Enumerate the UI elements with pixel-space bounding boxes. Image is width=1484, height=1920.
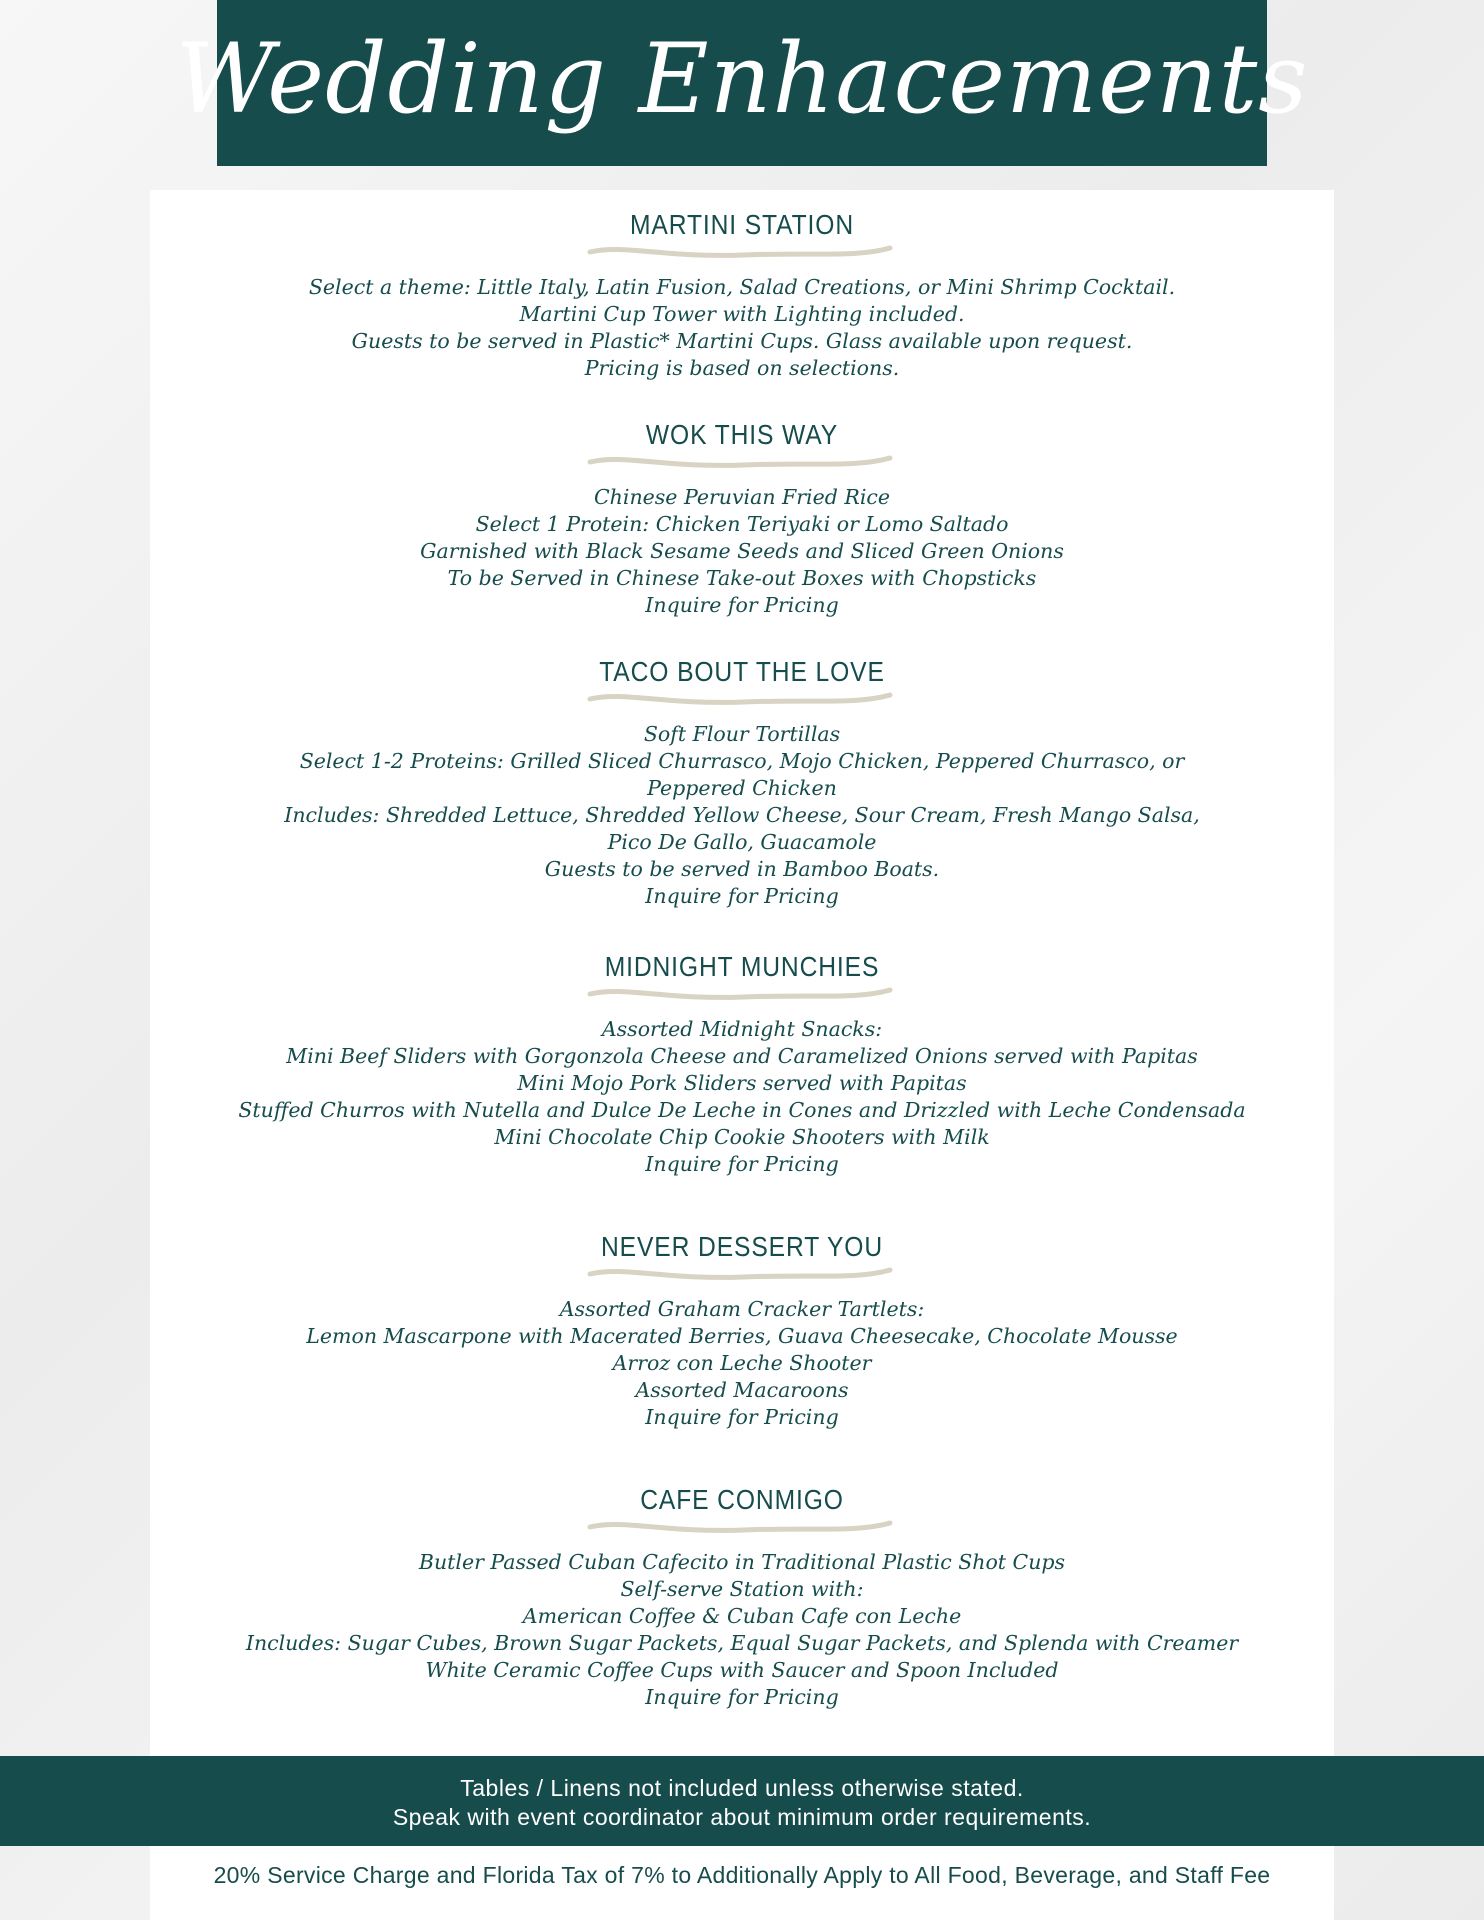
section-line: Select 1-2 Proteins: Grilled Sliced Churrasco, Mojo Chicken, Peppered Churrasco, or xyxy=(299,749,1185,773)
section-line: Soft Flour Tortillas xyxy=(643,722,841,746)
section-title: CAFE CONMIGO xyxy=(640,1484,844,1515)
swash-divider xyxy=(584,689,900,709)
section-title: MARTINI STATION xyxy=(629,209,855,240)
title-banner xyxy=(175,0,1309,166)
section-line: White Ceramic Coffee Cups with Saucer and Spoon Included xyxy=(425,1658,1059,1682)
section-line: Self-serve Station with: xyxy=(620,1577,864,1601)
swash-divider xyxy=(584,242,900,262)
section-line: Mini Beef Sliders with Gorgonzola Cheese and Caramelized Onions served with Papitas xyxy=(286,1044,1198,1068)
section-line: American Coffee & Cuban Cafe con Leche xyxy=(522,1604,962,1628)
section-lines xyxy=(150,1016,1334,1178)
section-line: Inquire for Pricing xyxy=(645,593,839,617)
section-lines xyxy=(150,1549,1334,1711)
menu-panel xyxy=(150,190,1334,1920)
section-line: Stuffed Churros with Nutella and Dulce De Leche in Cones and Drizzled with Leche Condensada xyxy=(238,1098,1246,1122)
page-title: Wedding Enhacements xyxy=(175,23,1309,135)
section-line: Select 1 Protein: Chicken Teriyaki or Lomo Saltado xyxy=(475,512,1009,536)
section-cafe-conmigo xyxy=(150,1483,1334,1711)
section-title: TACO BOUT THE LOVE xyxy=(599,656,885,687)
section-line: Inquire for Pricing xyxy=(645,1152,839,1176)
section-line: Select a theme: Little Italy, Latin Fusion, Salad Creations, or Mini Shrimp Cocktail. xyxy=(308,275,1176,299)
footer-note: Speak with event coordinator about minimum order requirements. xyxy=(392,1804,1092,1830)
section-midnight-munchies xyxy=(150,950,1334,1178)
swash-divider xyxy=(584,984,900,1004)
section-line: Martini Cup Tower with Lighting included. xyxy=(519,302,965,326)
section-line: Peppered Chicken xyxy=(647,776,837,800)
section-line: Inquire for Pricing xyxy=(645,884,839,908)
section-line: Guests to be served in Bamboo Boats. xyxy=(544,857,940,881)
swash-divider xyxy=(584,1264,900,1284)
section-never-dessert-you xyxy=(150,1230,1334,1431)
section-line: Inquire for Pricing xyxy=(645,1685,839,1709)
section-martini-station xyxy=(150,208,1334,382)
section-lines xyxy=(150,484,1334,619)
section-line: Includes: Sugar Cubes, Brown Sugar Packets, Equal Sugar Packets, and Splenda with Creamer xyxy=(245,1631,1239,1655)
section-line: Butler Passed Cuban Cafecito in Traditional Plastic Shot Cups xyxy=(418,1550,1066,1574)
section-line: Lemon Mascarpone with Macerated Berries, Guava Cheesecake, Chocolate Mousse xyxy=(306,1324,1178,1348)
section-line: Mini Mojo Pork Sliders served with Papitas xyxy=(517,1071,967,1095)
section-line: Assorted Macaroons xyxy=(635,1378,849,1402)
section-line: Pricing is based on selections. xyxy=(584,356,900,380)
section-title: NEVER DESSERT YOU xyxy=(601,1231,883,1262)
section-line: To be Served in Chinese Take-out Boxes with Chopsticks xyxy=(447,566,1037,590)
section-lines xyxy=(150,721,1334,910)
footer-note: Tables / Linens not included unless otherwise stated. xyxy=(460,1775,1024,1801)
section-wok-this-way xyxy=(150,418,1334,619)
section-lines xyxy=(150,1296,1334,1431)
section-lines xyxy=(150,274,1334,382)
section-line: Includes: Shredded Lettuce, Shredded Yellow Cheese, Sour Cream, Fresh Mango Salsa, xyxy=(284,803,1200,827)
section-line: Mini Chocolate Chip Cookie Shooters with Milk xyxy=(494,1125,990,1149)
section-line: Pico De Gallo, Guacamole xyxy=(607,830,877,854)
swash-divider xyxy=(584,1517,900,1537)
section-title: MIDNIGHT MUNCHIES xyxy=(604,951,880,982)
section-line: Garnished with Black Sesame Seeds and Sliced Green Onions xyxy=(420,539,1064,563)
section-line: Guests to be served in Plastic* Martini Cups. Glass available upon request. xyxy=(351,329,1133,353)
section-line: Chinese Peruvian Fried Rice xyxy=(594,485,890,509)
section-line: Assorted Midnight Snacks: xyxy=(601,1017,883,1041)
section-title: WOK THIS WAY xyxy=(645,419,839,450)
service-charge-note: 20% Service Charge and Florida Tax of 7% to Additionally Apply to All Food, Beverage, and Staff Fee xyxy=(213,1862,1271,1888)
section-line: Arroz con Leche Shooter xyxy=(612,1351,872,1375)
footer-band xyxy=(0,1756,1484,1846)
section-line: Assorted Graham Cracker Tartlets: xyxy=(559,1297,925,1321)
section-taco-bout-the-love xyxy=(150,655,1334,910)
section-line: Inquire for Pricing xyxy=(645,1405,839,1429)
swash-divider xyxy=(584,452,900,472)
